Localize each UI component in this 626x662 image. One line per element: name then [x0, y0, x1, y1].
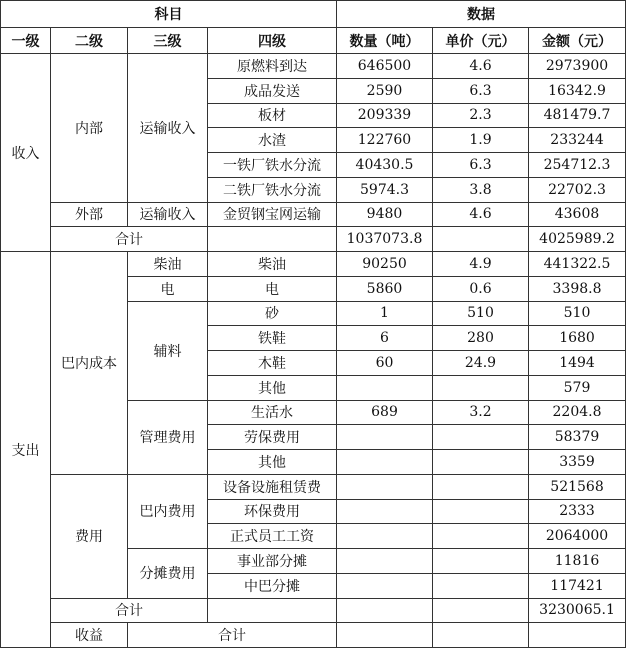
quantity-header: 数量（吨）	[337, 28, 433, 54]
amount-cell: 117421	[529, 573, 626, 598]
qty-cell: 90250	[337, 252, 433, 277]
amount-cell: 521568	[529, 474, 626, 499]
aux-category: 辅料	[128, 301, 208, 400]
item-cell: 砂	[208, 301, 337, 326]
qty-cell: 5974.3	[337, 177, 433, 202]
amount-cell: 3398.8	[529, 276, 626, 301]
item-cell: 二铁厂铁水分流	[208, 177, 337, 202]
expense-total-amount: 3230065.1	[529, 598, 626, 623]
profit-total-label: 合计	[128, 623, 337, 648]
income-total-row	[1, 227, 626, 252]
amount-cell: 510	[529, 301, 626, 326]
qty-cell	[337, 375, 433, 400]
price-cell: 24.9	[433, 351, 529, 376]
table-row	[1, 252, 626, 277]
item-cell: 板材	[208, 103, 337, 128]
profit-row	[1, 623, 626, 648]
external-category: 运输收入	[128, 202, 208, 227]
qty-cell: 1	[337, 301, 433, 326]
subject-header: 科目	[1, 1, 337, 28]
item-cell: 中巴分摊	[208, 573, 337, 598]
level4-header: 四级	[208, 28, 337, 54]
item-cell: 金贸钢宝网运输	[208, 202, 337, 227]
qty-cell	[337, 450, 433, 475]
amount-cell: 16342.9	[529, 78, 626, 103]
level3-header: 三级	[128, 28, 208, 54]
item-cell: 生活水	[208, 400, 337, 425]
empty-cell	[433, 474, 529, 499]
amount-cell: 11816	[529, 549, 626, 574]
empty-cell	[208, 227, 337, 252]
empty-cell	[337, 598, 433, 623]
price-cell: 4.6	[433, 202, 529, 227]
item-cell: 成品发送	[208, 78, 337, 103]
qty-cell	[337, 425, 433, 450]
amount-cell: 58379	[529, 425, 626, 450]
amount-cell: 481479.7	[529, 103, 626, 128]
item-cell: 原燃料到达	[208, 54, 337, 79]
empty-cell	[529, 623, 626, 648]
table-row	[1, 202, 626, 227]
qty-cell: 689	[337, 400, 433, 425]
amount-cell: 1494	[529, 351, 626, 376]
empty-cell	[433, 499, 529, 524]
bana-fees-category: 巴内费用	[128, 474, 208, 548]
expense-total-row	[1, 598, 626, 623]
mgmt-category: 管理费用	[128, 400, 208, 474]
qty-cell: 60	[337, 351, 433, 376]
expense-total-label: 合计	[51, 598, 208, 623]
empty-cell	[337, 623, 433, 648]
item-cell: 事业部分摊	[208, 549, 337, 574]
empty-cell	[337, 573, 433, 598]
amount-cell: 254712.3	[529, 153, 626, 178]
price-cell	[433, 375, 529, 400]
amount-cell: 22702.3	[529, 177, 626, 202]
amount-cell: 579	[529, 375, 626, 400]
internal-category: 运输收入	[128, 54, 208, 203]
income-total-qty: 1037073.8	[337, 227, 433, 252]
level2-header: 二级	[51, 28, 128, 54]
price-cell: 3.2	[433, 400, 529, 425]
table-row	[1, 474, 626, 499]
qty-cell: 209339	[337, 103, 433, 128]
amount-cell: 233244	[529, 128, 626, 153]
item-cell: 其他	[208, 375, 337, 400]
price-cell: 6.3	[433, 78, 529, 103]
amount-cell: 3359	[529, 450, 626, 475]
price-cell: 4.6	[433, 54, 529, 79]
table-row	[1, 54, 626, 79]
item-cell: 其他	[208, 450, 337, 475]
qty-cell: 40430.5	[337, 153, 433, 178]
item-cell: 正式员工工资	[208, 524, 337, 549]
empty-cell	[208, 598, 337, 623]
amount-cell: 2204.8	[529, 400, 626, 425]
income-total-amount: 4025989.2	[529, 227, 626, 252]
amount-cell: 441322.5	[529, 252, 626, 277]
price-cell	[433, 450, 529, 475]
amount-cell: 43608	[529, 202, 626, 227]
empty-cell	[337, 499, 433, 524]
item-cell: 木鞋	[208, 351, 337, 376]
price-cell: 6.3	[433, 153, 529, 178]
header-row-2	[1, 28, 626, 54]
amount-header: 金额（元）	[529, 28, 626, 54]
empty-cell	[433, 549, 529, 574]
data-header: 数据	[337, 1, 626, 28]
internal-label: 内部	[51, 54, 128, 203]
price-cell: 0.6	[433, 276, 529, 301]
price-cell: 510	[433, 301, 529, 326]
level1-header: 一级	[1, 28, 51, 54]
power-category: 电	[128, 276, 208, 301]
empty-cell	[433, 227, 529, 252]
item-cell: 铁鞋	[208, 326, 337, 351]
price-cell: 1.9	[433, 128, 529, 153]
diesel-category: 柴油	[128, 252, 208, 277]
qty-cell: 6	[337, 326, 433, 351]
income-total-label: 合计	[51, 227, 208, 252]
empty-cell	[337, 524, 433, 549]
fees-label: 费用	[51, 474, 128, 598]
qty-cell: 5860	[337, 276, 433, 301]
empty-cell	[433, 623, 529, 648]
qty-cell: 2590	[337, 78, 433, 103]
empty-cell	[337, 549, 433, 574]
amount-cell: 1680	[529, 326, 626, 351]
bana-cost-label: 巴内成本	[51, 252, 128, 475]
price-cell: 4.9	[433, 252, 529, 277]
expense-label: 支出	[1, 252, 51, 648]
qty-cell: 122760	[337, 128, 433, 153]
empty-cell	[337, 474, 433, 499]
external-label: 外部	[51, 202, 128, 227]
allocation-category: 分摊费用	[128, 549, 208, 599]
price-cell: 3.8	[433, 177, 529, 202]
item-cell: 环保费用	[208, 499, 337, 524]
amount-cell: 2064000	[529, 524, 626, 549]
profit-label: 收益	[51, 623, 128, 648]
empty-cell	[433, 573, 529, 598]
qty-cell: 646500	[337, 54, 433, 79]
item-cell: 电	[208, 276, 337, 301]
empty-cell	[433, 524, 529, 549]
item-cell: 设备设施租赁费	[208, 474, 337, 499]
item-cell: 一铁厂铁水分流	[208, 153, 337, 178]
price-cell: 2.3	[433, 103, 529, 128]
price-cell	[433, 425, 529, 450]
item-cell: 水渣	[208, 128, 337, 153]
item-cell: 柴油	[208, 252, 337, 277]
amount-cell: 2973900	[529, 54, 626, 79]
amount-cell: 2333	[529, 499, 626, 524]
empty-cell	[433, 598, 529, 623]
item-cell: 劳保费用	[208, 425, 337, 450]
unit-price-header: 单价（元）	[433, 28, 529, 54]
income-label: 收入	[1, 54, 51, 252]
price-cell: 280	[433, 326, 529, 351]
qty-cell: 9480	[337, 202, 433, 227]
header-row-1	[1, 1, 626, 28]
